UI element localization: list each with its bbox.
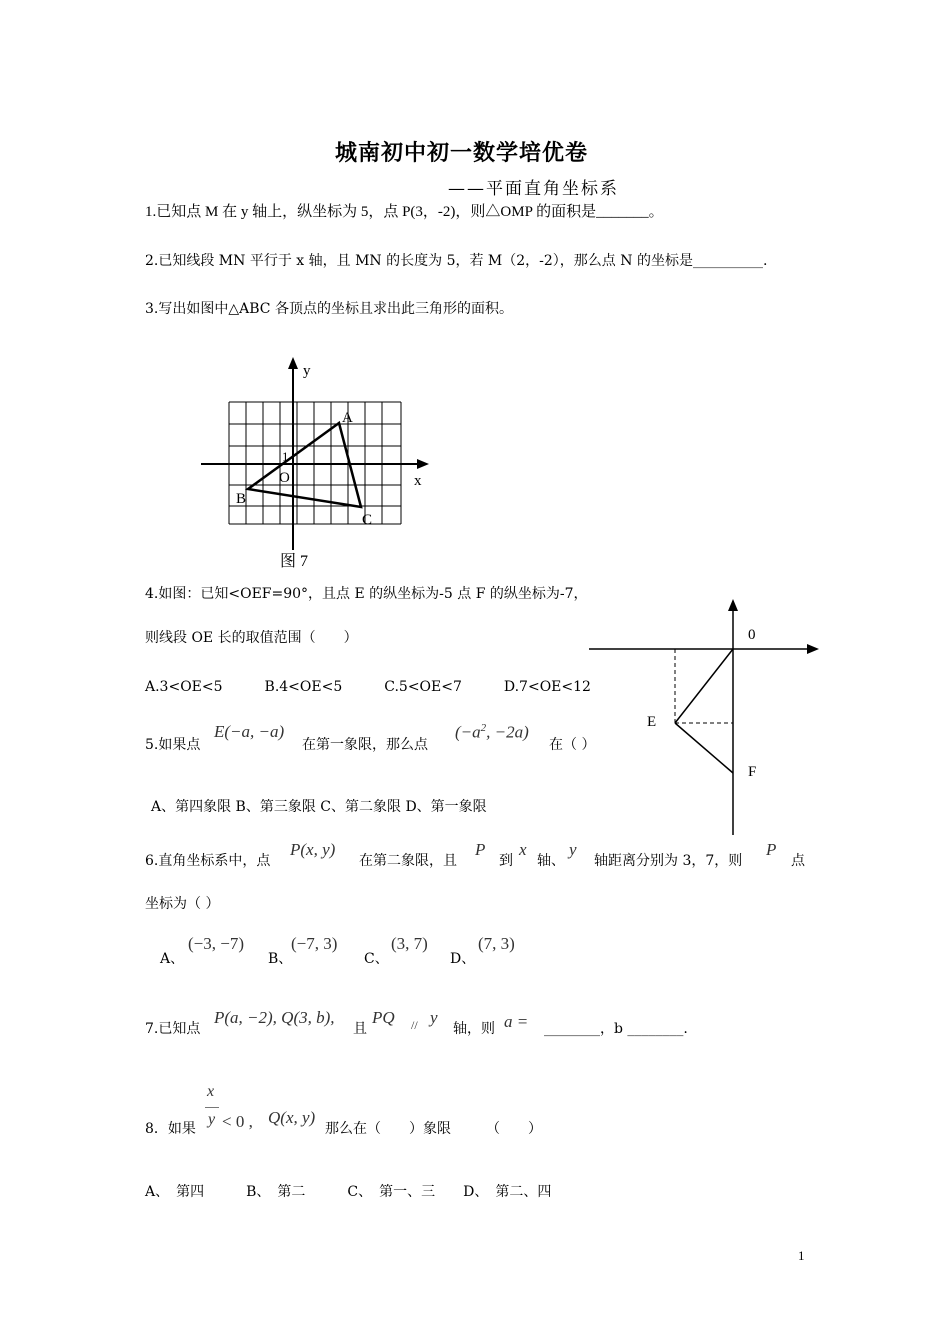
- question-6-option-a-label: A、: [160, 951, 185, 967]
- question-7-pq: PQ: [372, 1008, 395, 1027]
- x-axis-label: x: [414, 473, 422, 489]
- question-1: 1.已知点 M 在 y 轴上，纵坐标为 5，点 P(3，-2)，则△OMP 的面积是_______。: [145, 204, 664, 220]
- question-7-text-2: 轴，则: [453, 1021, 495, 1037]
- question-6-text-2: 到: [499, 853, 513, 869]
- point-f-label: F: [748, 764, 757, 780]
- figure-7-coordinate-grid: [195, 350, 445, 580]
- question-8-suffix: 那么在（ ）象限 （ ）: [325, 1121, 542, 1137]
- question-8-prefix: 8．如果: [145, 1121, 196, 1137]
- question-6-text-5: 点: [791, 853, 805, 869]
- question-6-option-c-value: (3, 7): [391, 934, 428, 953]
- question-7-blanks: ________，b ________.: [544, 1021, 688, 1037]
- question-6-point: P(x, y): [290, 840, 336, 859]
- origin-0-label: 0: [748, 627, 756, 643]
- question-3: 3.写出如图中△ABC 各顶点的坐标且求出此三角形的面积。: [145, 301, 513, 317]
- question-5-mid: 在第一象限，那么点: [302, 737, 428, 753]
- segment-ef: [675, 723, 733, 773]
- question-6-option-b-label: B、: [268, 951, 293, 967]
- question-5-options: A、第四象限 B、第三象限 C、第二象限 D、第一象限: [151, 799, 487, 815]
- origin-label: O: [279, 470, 290, 486]
- segment-oe: [675, 649, 733, 723]
- unit-label: 1: [282, 449, 289, 464]
- vertical-axis-arrow-icon: [728, 599, 738, 611]
- y-axis-arrow-icon: [288, 357, 298, 369]
- question-8-point-q: Q(x, y): [268, 1108, 316, 1127]
- question-4-line-2: 则线段 OE 长的取值范围（ ）: [145, 630, 358, 646]
- question-7-text-1: 且: [353, 1021, 367, 1037]
- point-2-rest: , −2a): [486, 722, 529, 742]
- point-2-base: (−a: [455, 722, 481, 742]
- point-2-exponent: 2: [480, 722, 487, 734]
- question-6-p1: P: [475, 840, 486, 859]
- question-7-parallel: //: [411, 1018, 418, 1032]
- question-6-option-d-label: D、: [450, 951, 476, 967]
- question-8-options: A、 第四 B、 第二 C、 第一、三 D、 第二、四: [145, 1184, 552, 1200]
- less-than-zero: < 0 ,: [222, 1112, 253, 1131]
- question-7-prefix: 7.已知点: [145, 1021, 201, 1037]
- question-6-text-1: 在第二象限，且: [359, 853, 457, 869]
- question-6-y: y: [569, 840, 577, 859]
- x-axis-arrow-icon: [417, 459, 429, 469]
- question-4-line-1: 4.如图：已知<OEF=90°，且点 E 的纵坐标为-5 点 F 的纵坐标为-7，: [145, 586, 588, 602]
- point-e-label: E: [647, 714, 657, 730]
- question-4-options: A.3<OE<5 B.4<OE<5 C.5<OE<7 D.7<OE<12: [145, 679, 591, 695]
- question-2: 2.已知线段 MN 平行于 x 轴，且 MN 的长度为 5，若 M（2，-2），那么点 N 的坐标是__________.: [145, 253, 768, 269]
- horizontal-axis-arrow-icon: [807, 644, 819, 654]
- vertex-a-label: A: [342, 410, 353, 426]
- page-subtitle: ——平面直角坐标系: [448, 179, 619, 199]
- figure-7-caption: 图 7: [280, 553, 309, 570]
- vertex-c-label: C: [362, 512, 373, 528]
- question-5-prefix: 5.如果点: [145, 737, 201, 753]
- question-7-a-equals: a =: [504, 1012, 529, 1031]
- figure-oef: [585, 595, 825, 840]
- vertex-b-label: B: [236, 491, 247, 507]
- question-6-line-2: 坐标为（ ）: [145, 896, 220, 912]
- question-6-text-4: 轴距离分别为 3，7，则: [594, 853, 743, 869]
- question-5-suffix: 在（ ）: [549, 737, 596, 753]
- question-6-text-3: 轴、: [537, 853, 565, 869]
- question-7-y: y: [430, 1008, 438, 1027]
- question-6-prefix: 6.直角坐标系中，点: [145, 853, 271, 869]
- page-number: 1: [798, 1248, 805, 1263]
- question-6-x: x: [519, 840, 527, 859]
- question-6-p2: P: [766, 840, 777, 859]
- question-6-option-a-value: (−3, −7): [188, 934, 244, 953]
- fraction-numerator: x: [207, 1083, 215, 1100]
- fraction-denominator: y: [208, 1111, 216, 1128]
- page-title: 城南初中初一数学培优卷: [335, 140, 589, 166]
- question-7-points: P(a, −2), Q(3, b),: [214, 1008, 335, 1027]
- question-6-option-c-label: C、: [364, 951, 389, 967]
- question-5-point-e: E(−a, −a): [214, 722, 285, 741]
- question-5-point-2: [455, 722, 529, 743]
- question-6-option-b-value: (−7, 3): [291, 934, 338, 953]
- question-6-option-d-value: (7, 3): [478, 934, 515, 953]
- y-axis-label: y: [303, 363, 311, 379]
- fraction-bar: [205, 1107, 219, 1108]
